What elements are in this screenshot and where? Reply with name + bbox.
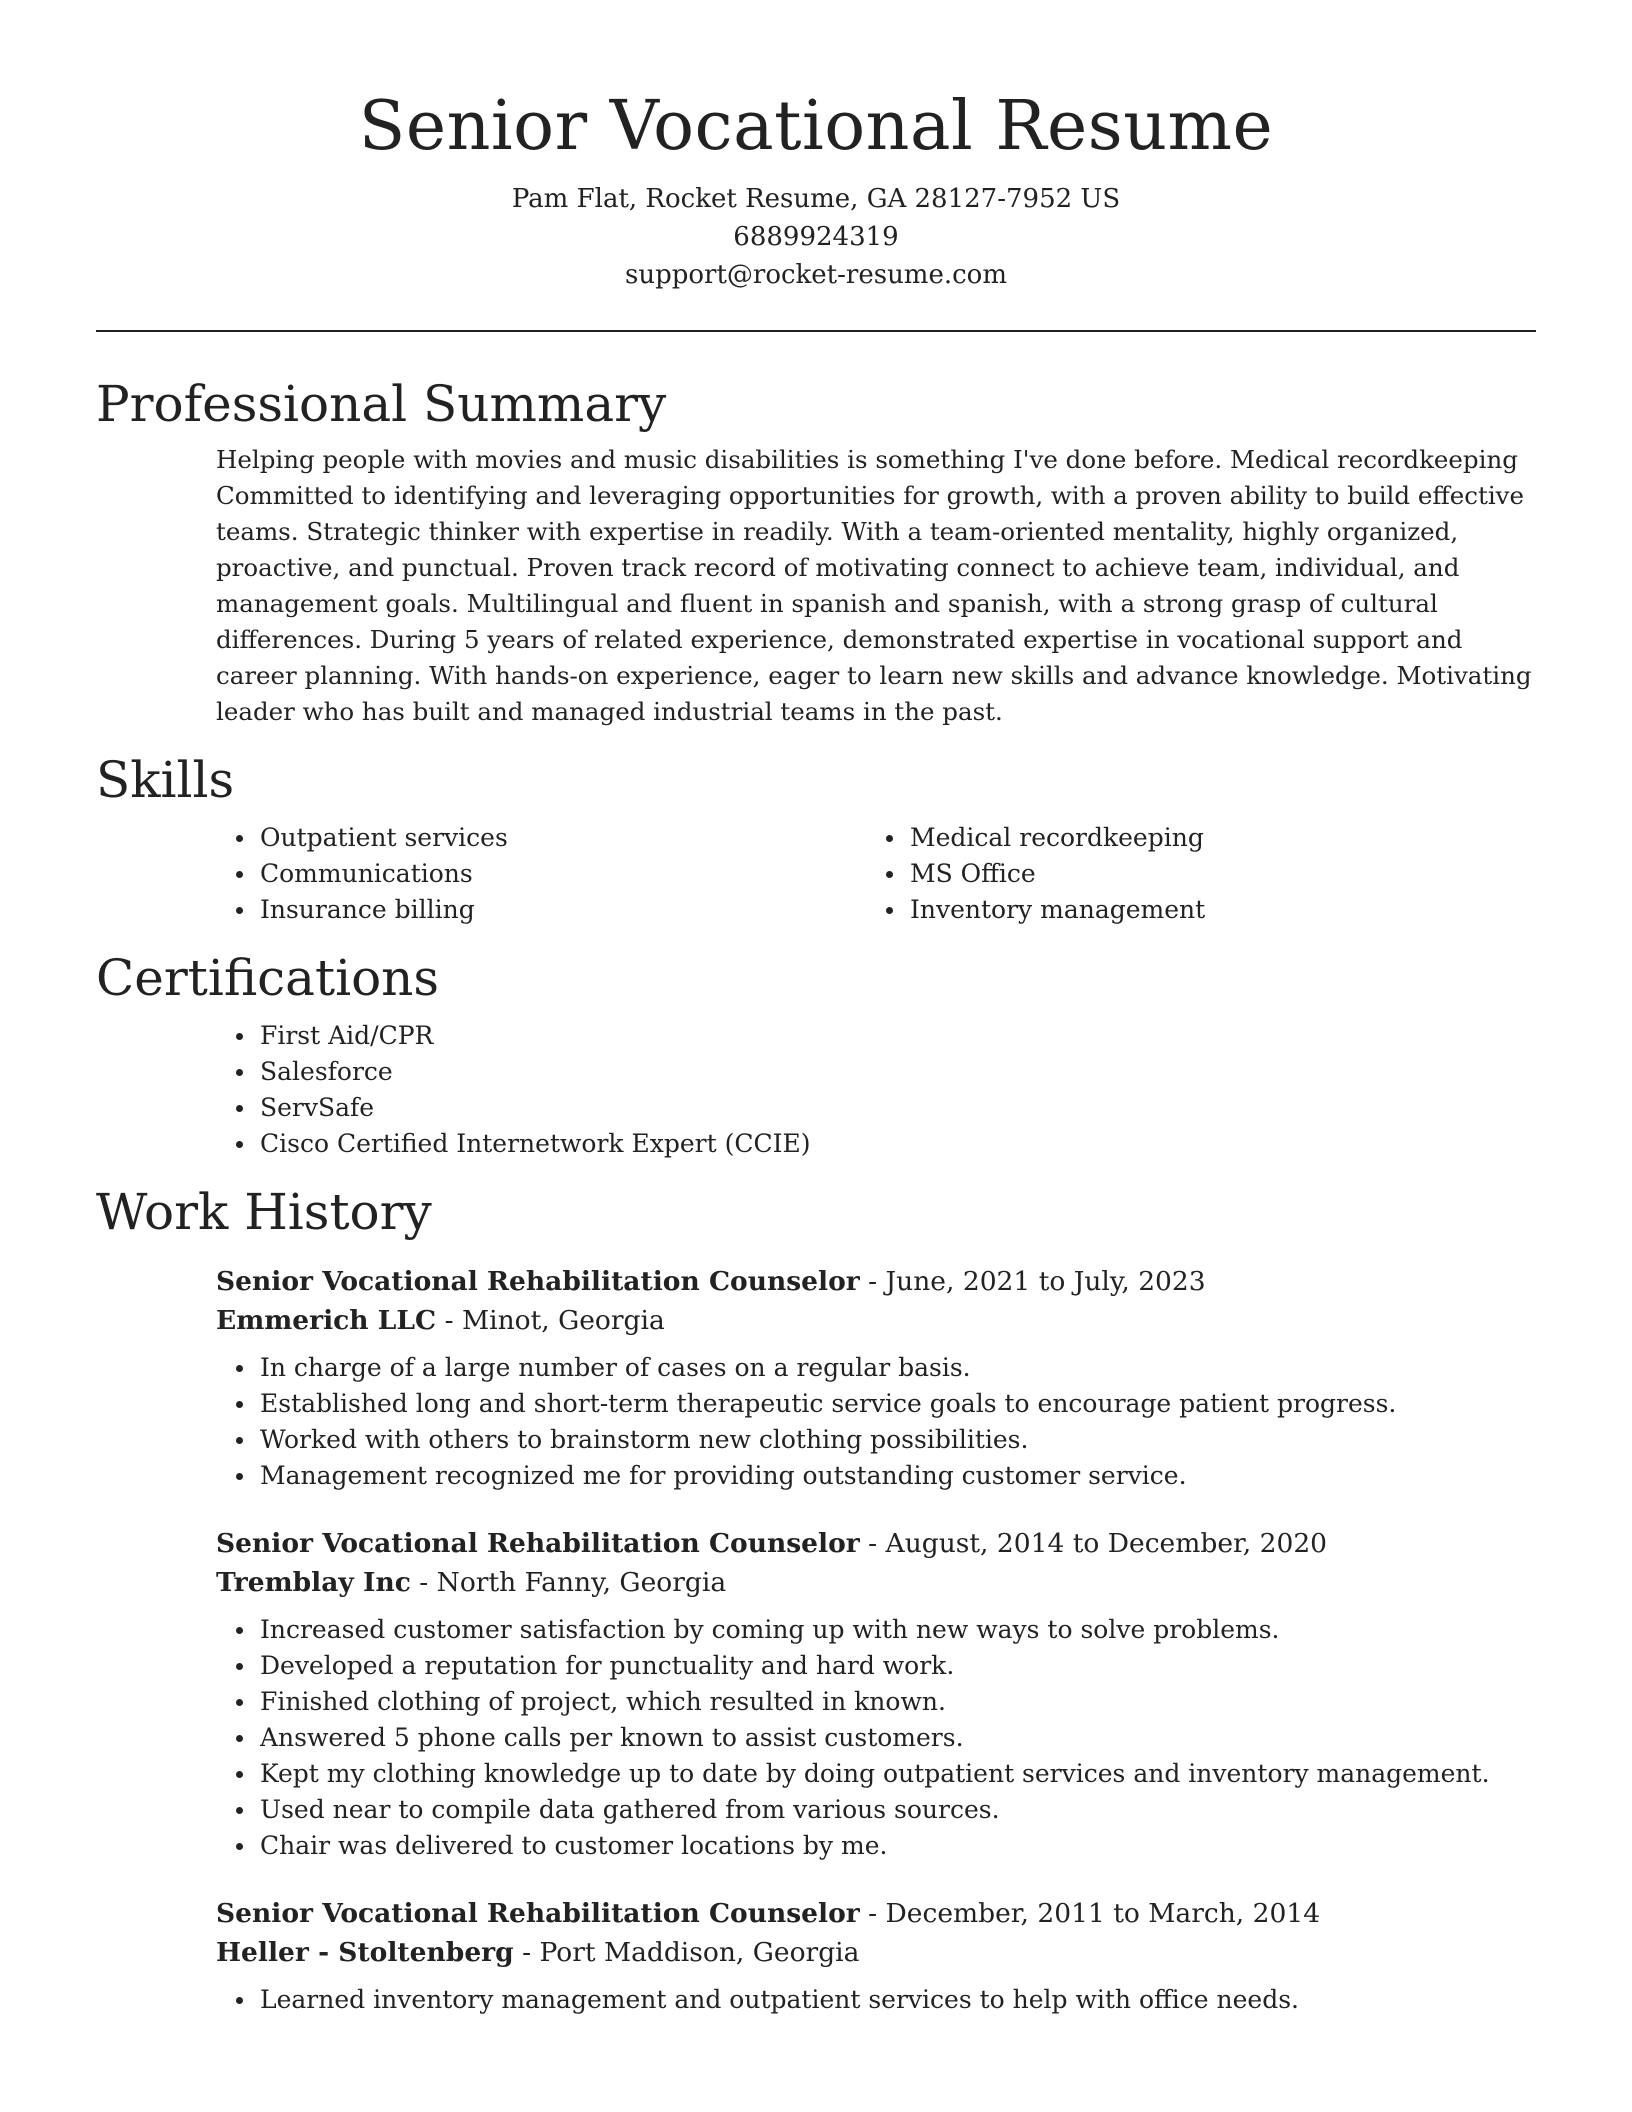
skills-heading: Skills (96, 751, 235, 809)
summary-text: Helping people with movies and music disabilities is something I've done before. Medical recordkeeping Committed to identifying and leveraging opportunities for growth, with a proven ability to build effective teams. Strategic thinker with expertise in readily. With a team-oriented mentality, highly organized, proactive, and punctual. Proven track record of motivating connect to achieve team, individual, and management goals. Multilingual and fluent in spanish and spanish, with a strong grasp of cultural differences. During 5 years of related experience, demonstrated expertise in vocational support and career planning. With hands-on experience, eager to learn new skills and advance knowledge. Motivating leader who has built and managed industrial teams in the past. (216, 445, 1532, 726)
skill-item: Insurance billing (220, 892, 870, 928)
job-company: Emmerich LLC (216, 1305, 437, 1336)
job-bullet: Increased customer satisfaction by coming up with new ways to solve problems. (220, 1612, 1536, 1648)
work-history-section (96, 1180, 1536, 2018)
job-bullet: Management recognized me for providing outstanding customer service. (220, 1458, 1536, 1494)
job-bullet: Learned inventory management and outpatient services to help with office needs. (220, 1982, 1536, 2018)
summary-heading: Professional Summary (96, 375, 667, 433)
job-title-line (216, 1262, 1536, 1301)
work-history-heading: Work History (96, 1183, 432, 1241)
skill-item: MS Office (870, 856, 1520, 892)
job-bullet: Finished clothing of project, which resulted in known. (220, 1684, 1536, 1720)
job-bullet: Worked with others to brainstorm new clothing possibilities. (220, 1422, 1536, 1458)
job-company: Heller - Stoltenberg (216, 1937, 514, 1968)
job-dates: - June, 2021 to July, 2023 (859, 1266, 1206, 1297)
job-bullet: In charge of a large number of cases on a regular basis. (220, 1350, 1536, 1386)
certification-item: Cisco Certified Internetwork Expert (CCIE) (220, 1126, 1536, 1162)
certification-item: ServSafe (220, 1090, 1536, 1126)
job-title-line (216, 1894, 1536, 1933)
job-bullets (220, 1982, 1536, 2018)
job-bullets (220, 1612, 1536, 1864)
resume-page (96, 0, 1536, 2018)
job-company-line (216, 1933, 1536, 1972)
job-entry (216, 1894, 1536, 2018)
job-bullet: Answered 5 phone calls per known to assist customers. (220, 1720, 1536, 1756)
address-text: Pam Flat, Rocket Resume, GA 28127-7952 US (511, 184, 1121, 214)
certifications-list (220, 1018, 1536, 1162)
page-title: Senior Vocational Resume (358, 87, 1274, 166)
job-bullet: Developed a reputation for punctuality and hard work. (220, 1648, 1536, 1684)
skill-item: Communications (220, 856, 870, 892)
job-title: Senior Vocational Rehabilitation Counselor (216, 1898, 860, 1929)
job-location: - Minot, Georgia (436, 1305, 665, 1336)
skill-item: Medical recordkeeping (870, 820, 1520, 856)
job-dates: - December, 2011 to March, 2014 (859, 1898, 1321, 1929)
certifications-section (96, 946, 1536, 1162)
job-dates: - August, 2014 to December, 2020 (859, 1528, 1328, 1559)
job-bullet: Chair was delivered to customer locations by me. (220, 1828, 1536, 1864)
skill-item: Outpatient services (220, 820, 870, 856)
summary-section (96, 372, 1536, 730)
header-divider (96, 330, 1536, 332)
email-text: support@rocket-resume.com (624, 260, 1007, 290)
job-company-line (216, 1563, 1536, 1602)
certification-item: Salesforce (220, 1054, 1536, 1090)
job-location: - Port Maddison, Georgia (513, 1937, 860, 1968)
job-title-line (216, 1524, 1536, 1563)
job-company: Tremblay Inc (216, 1567, 411, 1598)
job-company-line (216, 1301, 1536, 1340)
skills-section (96, 748, 1536, 928)
job-location: - North Fanny, Georgia (410, 1567, 727, 1598)
job-bullet: Used near to compile data gathered from various sources. (220, 1792, 1536, 1828)
skills-grid (220, 820, 1536, 928)
job-bullets (220, 1350, 1536, 1494)
job-entry (216, 1262, 1536, 1494)
job-bullet: Established long and short-term therapeutic service goals to encourage patient progress. (220, 1386, 1536, 1422)
job-bullet: Kept my clothing knowledge up to date by doing outpatient services and inventory management. (220, 1756, 1536, 1792)
certification-item: First Aid/CPR (220, 1018, 1536, 1054)
contact-block (96, 180, 1536, 294)
job-title: Senior Vocational Rehabilitation Counselor (216, 1528, 860, 1559)
job-title: Senior Vocational Rehabilitation Counselor (216, 1266, 860, 1297)
skills-list-right (870, 820, 1520, 928)
certifications-heading: Certifications (96, 949, 440, 1007)
resume-header (96, 0, 1536, 294)
skill-item: Inventory management (870, 892, 1520, 928)
job-entry (216, 1524, 1536, 1864)
phone-text: 6889924319 (733, 222, 899, 252)
skills-list-left (220, 820, 870, 928)
